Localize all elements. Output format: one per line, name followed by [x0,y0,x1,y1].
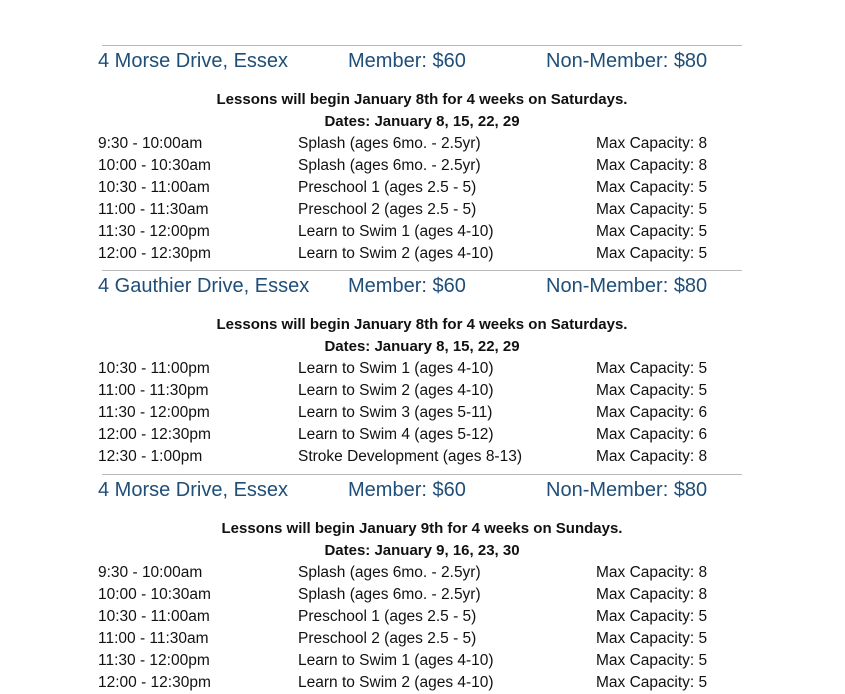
lesson-time: 11:00 - 11:30pm [98,382,209,399]
lesson-row [98,243,742,265]
lesson-time: 10:30 - 11:00pm [98,360,210,377]
lesson-row [98,672,742,694]
lesson-row [98,199,742,221]
lesson-capacity: Max Capacity: 5 [596,608,708,625]
lesson-capacity: Max Capacity: 5 [596,201,708,218]
lesson-time: 11:30 - 12:00pm [98,404,210,421]
lesson-class: Learn to Swim 1 (ages 4-10) [298,223,494,240]
section-divider [102,474,742,475]
nonmember-price: Non-Member: $80 [546,479,708,501]
lesson-row [98,358,742,380]
lesson-capacity: Max Capacity: 8 [596,564,708,581]
lesson-row [98,650,742,672]
nonmember-price: Non-Member: $80 [546,275,708,297]
lesson-dates: Dates: January 8, 15, 22, 29 [324,338,520,355]
section-header [98,275,742,301]
lesson-class: Learn to Swim 4 (ages 5-12) [298,426,494,443]
lesson-row [98,133,742,155]
lesson-time: 9:30 - 10:00am [98,564,203,581]
lesson-row [98,380,742,402]
lesson-row [98,606,742,628]
lesson-time: 10:00 - 10:30am [98,157,211,174]
lesson-class: Preschool 2 (ages 2.5 - 5) [298,630,477,647]
location-name: 4 Gauthier Drive, Essex [98,275,310,297]
lesson-capacity: Max Capacity: 5 [596,223,708,240]
lesson-row [98,584,742,606]
lesson-capacity: Max Capacity: 8 [596,586,708,603]
start-notice: Lessons will begin January 8th for 4 weeks on Saturdays. [216,91,628,108]
lesson-class: Learn to Swim 2 (ages 4-10) [298,382,494,399]
lesson-class: Splash (ages 6mo. - 2.5yr) [298,564,481,581]
lesson-capacity: Max Capacity: 6 [596,404,708,421]
section-header [98,50,742,76]
section-header [98,479,742,505]
member-price: Member: $60 [348,275,466,297]
lesson-capacity: Max Capacity: 8 [596,157,708,174]
lesson-row [98,221,742,243]
lesson-row [98,562,742,584]
lesson-row [98,628,742,650]
lesson-class: Learn to Swim 1 (ages 4-10) [298,652,494,669]
lesson-row [98,446,742,468]
lesson-time: 12:30 - 1:00pm [98,448,203,465]
lesson-time: 11:00 - 11:30am [98,201,209,218]
lesson-class: Stroke Development (ages 8-13) [298,448,523,465]
lesson-capacity: Max Capacity: 5 [596,652,708,669]
start-notice: Lessons will begin January 8th for 4 weeks on Saturdays. [216,316,628,333]
lesson-time: 12:00 - 12:30pm [98,426,211,443]
lesson-capacity: Max Capacity: 5 [596,630,708,647]
lesson-time: 9:30 - 10:00am [98,135,203,152]
member-price: Member: $60 [348,479,466,501]
lesson-class: Preschool 1 (ages 2.5 - 5) [298,179,477,196]
lesson-class: Learn to Swim 2 (ages 4-10) [298,674,494,691]
lesson-class: Splash (ages 6mo. - 2.5yr) [298,157,481,174]
member-price: Member: $60 [348,50,466,72]
start-notice: Lessons will begin January 9th for 4 weeks on Sundays. [221,520,623,537]
lesson-capacity: Max Capacity: 5 [596,382,708,399]
lesson-row [98,177,742,199]
lesson-time: 10:30 - 11:00am [98,608,210,625]
lesson-class: Learn to Swim 3 (ages 5-11) [298,404,493,421]
lesson-dates: Dates: January 8, 15, 22, 29 [324,113,520,130]
lesson-class: Learn to Swim 2 (ages 4-10) [298,245,494,262]
lesson-capacity: Max Capacity: 5 [596,674,708,691]
lesson-list [98,133,742,265]
lesson-class: Splash (ages 6mo. - 2.5yr) [298,135,481,152]
lesson-capacity: Max Capacity: 5 [596,179,708,196]
section-divider [102,45,742,46]
lesson-time: 10:00 - 10:30am [98,586,211,603]
lesson-row [98,402,742,424]
lesson-class: Splash (ages 6mo. - 2.5yr) [298,586,481,603]
nonmember-price: Non-Member: $80 [546,50,708,72]
lesson-dates: Dates: January 9, 16, 23, 30 [324,542,520,559]
lesson-class: Preschool 2 (ages 2.5 - 5) [298,201,477,218]
lesson-list [98,562,742,694]
lesson-time: 12:00 - 12:30pm [98,245,211,262]
lesson-list [98,358,742,468]
lesson-capacity: Max Capacity: 8 [596,135,708,152]
lesson-capacity: Max Capacity: 5 [596,360,708,377]
location-name: 4 Morse Drive, Essex [98,479,289,501]
lesson-capacity: Max Capacity: 8 [596,448,708,465]
lesson-time: 11:30 - 12:00pm [98,223,210,240]
lesson-capacity: Max Capacity: 6 [596,426,708,443]
lesson-row [98,424,742,446]
lesson-class: Preschool 1 (ages 2.5 - 5) [298,608,477,625]
location-name: 4 Morse Drive, Essex [98,50,289,72]
lesson-time: 11:30 - 12:00pm [98,652,210,669]
lesson-time: 12:00 - 12:30pm [98,674,211,691]
lesson-time: 10:30 - 11:00am [98,179,210,196]
lesson-capacity: Max Capacity: 5 [596,245,708,262]
lesson-row [98,155,742,177]
lesson-time: 11:00 - 11:30am [98,630,209,647]
lesson-class: Learn to Swim 1 (ages 4-10) [298,360,494,377]
section-divider [102,270,742,271]
